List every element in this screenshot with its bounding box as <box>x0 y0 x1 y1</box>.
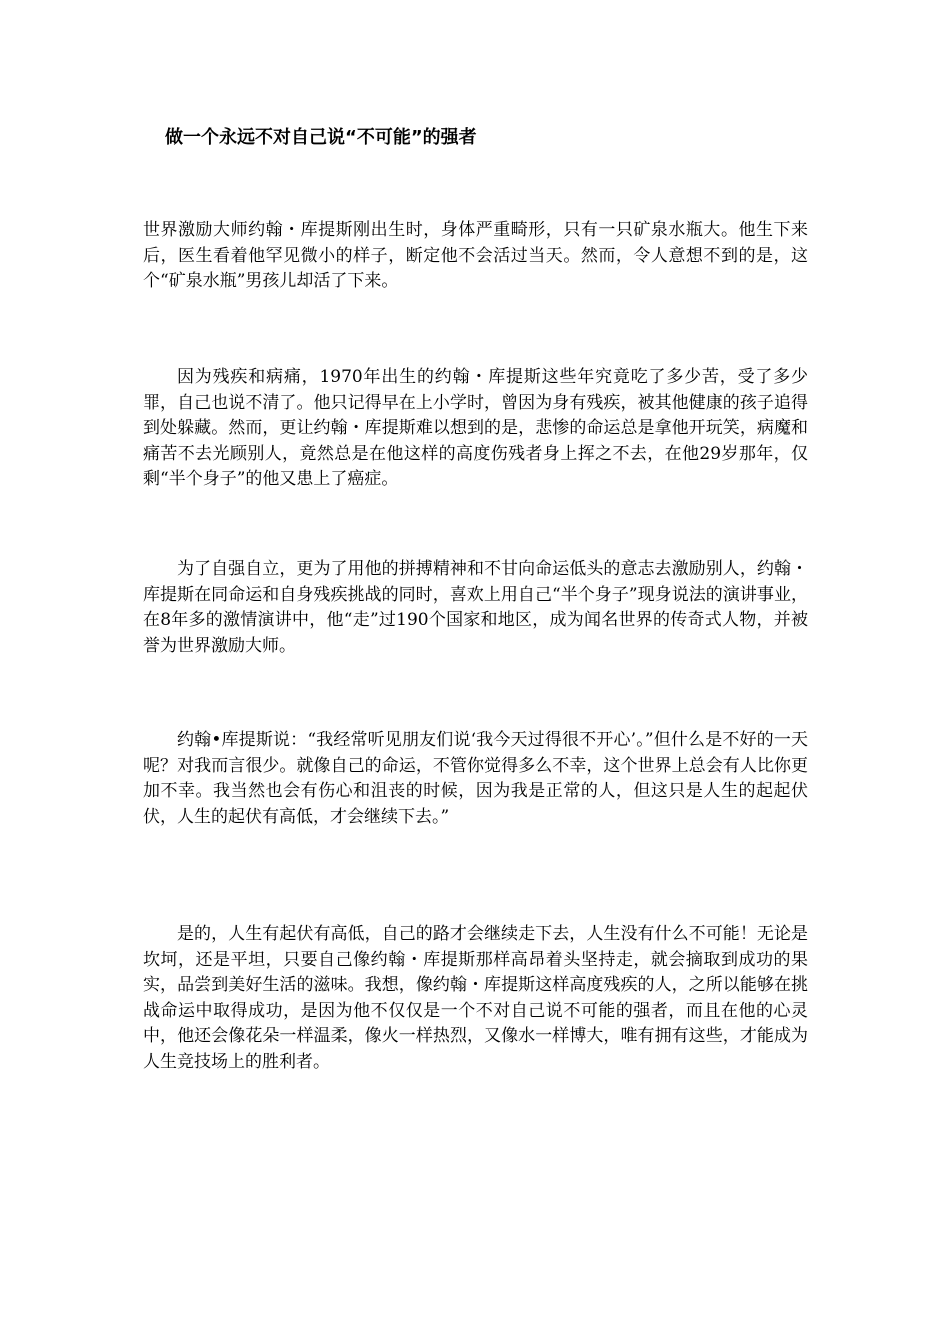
paragraph-2: 因为残疾和病痛，1970年出生的约翰・库提斯这些年究竟吃了多少苦，受了多少罪，自己也说不清了。他只记得早在上小学时，曾因为身有残疾，被其他健康的孩子追得到处躲藏。然而，更让约翰・库提斯难以想到的是，悲惨的命运总是拿他开玩笑，病魔和痛苦不去光顾别人，竟然总是在他这样的高度伤残者身上挥之不去，在他29岁那年，仅剩“半个身子”的他又患上了癌症。 <box>143 367 808 490</box>
paragraph-1: 世界激励大师约翰・库提斯刚出生时，身体严重畸形，只有一只矿泉水瓶大。他生下来后，医生看着他罕见微小的样子，断定他不会活过当天。然而，令人意想不到的是，这个“矿泉水瓶”男孩儿却活了下来。 <box>143 220 808 292</box>
paragraph-4: 约翰•库提斯说：“我经常听见朋友们说‘我今天过得很不开心’。”但什么是不好的一天呢？对我而言很少。就像自己的命运，不管你觉得多么不幸，这个世界上总会有人比你更加不幸。我当然也会有伤心和沮丧的时候，因为我是正常的人，但这只是人生的起起伏伏，人生的起伏有高低，才会继续下去。” <box>143 730 808 827</box>
paragraph-3: 为了自强自立，更为了用他的拼搏精神和不甘向命运低头的意志去激励别人，约翰・库提斯在同命运和自身残疾挑战的同时，喜欢上用自己“半个身子”现身说法的演讲事业，在8年多的激情演讲中，他“走”过190个国家和地区，成为闻名世界的传奇式人物，并被誉为世界激励大师。 <box>143 559 808 656</box>
paragraph-5: 是的，人生有起伏有高低，自己的路才会继续走下去，人生没有什么不可能！无论是坎坷，还是平坦，只要自己像约翰・库提斯那样高昂着头坚持走，就会摘取到成功的果实，品尝到美好生活的滋味。我想，像约翰・库提斯这样高度残疾的人，之所以能够在挑战命运中取得成功，是因为他不仅仅是一个不对自己说不可能的强者，而且在他的心灵中，他还会像花朵一样温柔，像火一样热烈，又像水一样博大，唯有拥有这些，才能成为人生竞技场上的胜利者。 <box>143 924 808 1072</box>
document-title: 做一个永远不对自己说“不可能”的强者 <box>165 127 477 148</box>
